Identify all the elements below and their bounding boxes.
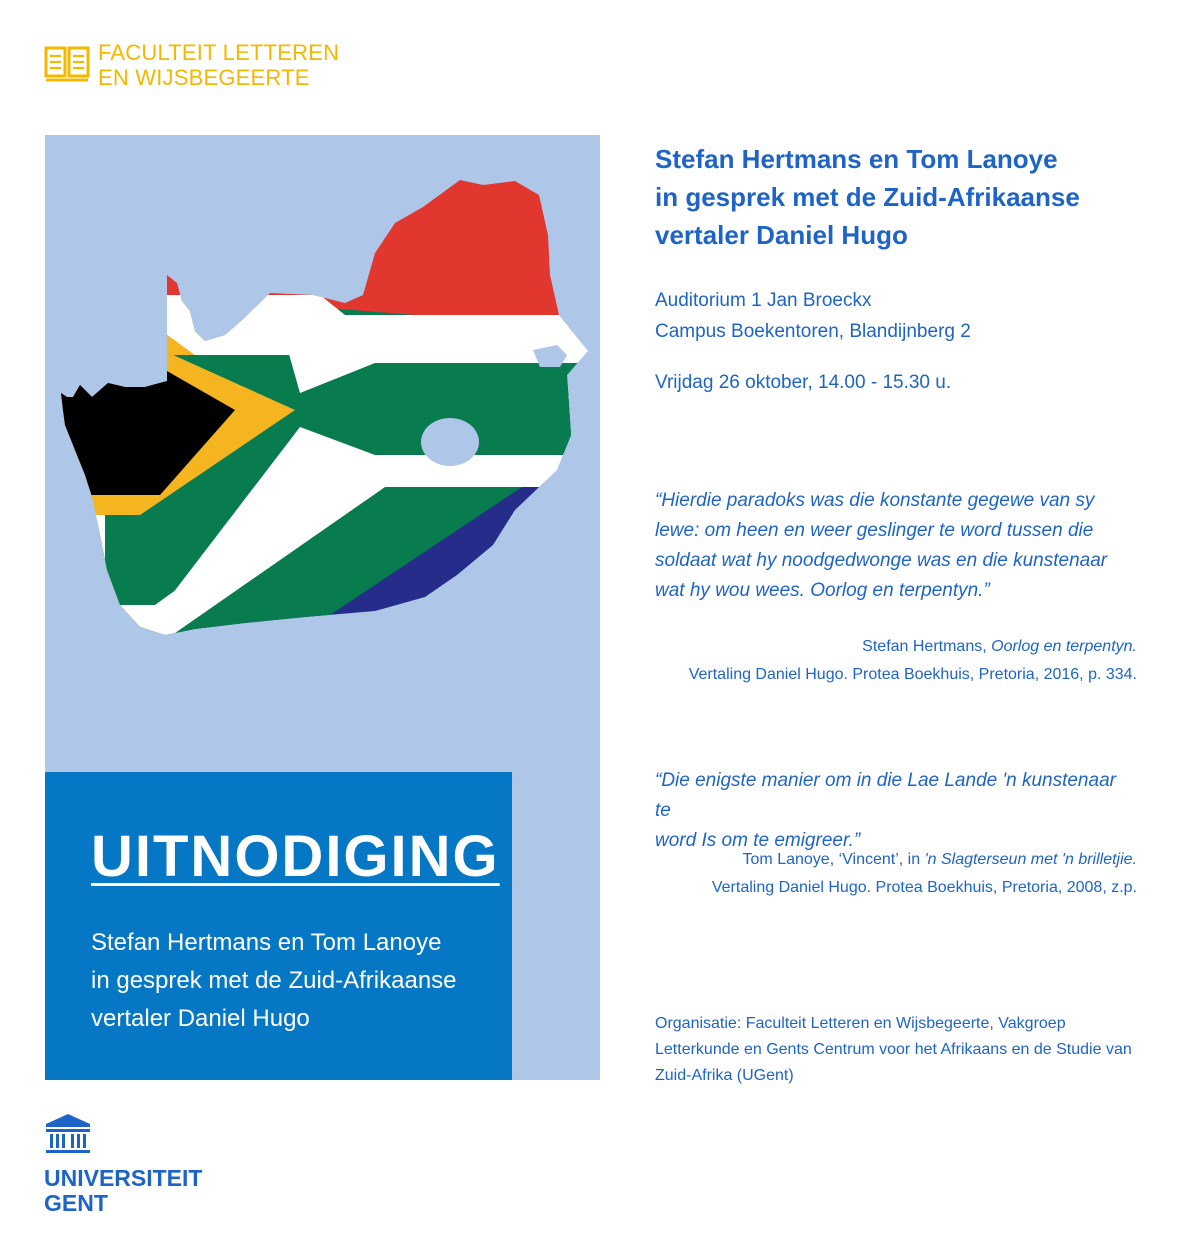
citation-hertmans bbox=[689, 633, 1137, 689]
invitation-subtitle-line: vertaler Daniel Hugo bbox=[91, 1005, 310, 1032]
invitation-title: UITNODIGING bbox=[91, 824, 500, 889]
university-logo bbox=[44, 1112, 202, 1216]
quote-line: soldaat wat hy noodgedwonge was en die kunstenaar bbox=[655, 550, 1108, 571]
organisation-line: Organisatie: Faculteit Letteren en Wijsbegeerte, Vakgroep bbox=[655, 1015, 1066, 1032]
invitation-subtitle-line: in gesprek met de Zuid-Afrikaanse bbox=[91, 967, 457, 994]
faculty-logo bbox=[44, 40, 339, 90]
event-location-line: Auditorium 1 Jan Broeckx bbox=[655, 290, 872, 311]
organisation-note bbox=[655, 1011, 1135, 1089]
faculty-name-line2: EN WIJSBEGEERTE bbox=[98, 65, 310, 90]
open-book-icon bbox=[44, 44, 90, 84]
event-heading-line: Stefan Hertmans en Tom Lanoye bbox=[655, 144, 1058, 174]
quote-line: lewe: om heen en weer geslinger te word tussen die bbox=[655, 520, 1094, 541]
ugent-building-icon bbox=[44, 1112, 92, 1156]
citation-author: Tom Lanoye, ‘Vincent’, in bbox=[742, 851, 925, 868]
event-date: Vrijdag 26 oktober, 14.00 - 15.30 u. bbox=[655, 372, 952, 393]
invitation-subtitle-line: Stefan Hertmans en Tom Lanoye bbox=[91, 929, 442, 956]
university-name bbox=[44, 1166, 202, 1216]
citation-lanoye bbox=[712, 846, 1137, 902]
quote-line: “Hierdie paradoks was die konstante gegewe van sy bbox=[655, 490, 1095, 511]
organisation-line: Zuid-Afrika (UGent) bbox=[655, 1067, 794, 1084]
event-location-line: Campus Boekentoren, Blandijnberg 2 bbox=[655, 321, 971, 342]
citation-title: 'n Slagterseun met 'n brilletjie. bbox=[924, 851, 1137, 868]
citation-line: Vertaling Daniel Hugo. Protea Boekhuis, Pretoria, 2016, p. 334. bbox=[688, 666, 1137, 683]
event-heading-line: in gesprek met de Zuid-Afrikaanse bbox=[655, 182, 1080, 212]
event-heading-line: vertaler Daniel Hugo bbox=[655, 220, 908, 250]
invitation-box bbox=[45, 772, 512, 1080]
invitation-subtitle bbox=[91, 924, 501, 1038]
quote-line: wat hy wou wees. Oorlog en terpentyn.” bbox=[655, 580, 990, 601]
citation-line: Vertaling Daniel Hugo. Protea Boekhuis, Pretoria, 2008, z.p. bbox=[711, 879, 1137, 896]
lesotho-hole bbox=[421, 418, 479, 466]
citation-line bbox=[689, 633, 1137, 661]
quote-lanoye bbox=[655, 766, 1125, 856]
citation-line bbox=[712, 846, 1137, 874]
quote-line: word Is om te emigreer.” bbox=[655, 830, 861, 851]
event-location bbox=[655, 285, 971, 347]
event-heading bbox=[655, 140, 1080, 254]
faculty-name-line1: FACULTEIT LETTEREN bbox=[98, 40, 340, 65]
citation-author: Stefan Hertmans, bbox=[862, 638, 992, 655]
quote-hertmans bbox=[655, 486, 1135, 606]
citation-title: Oorlog en terpentyn. bbox=[991, 638, 1137, 655]
university-name-line1: UNIVERSITEIT bbox=[44, 1165, 203, 1191]
quote-line: “Die enigste manier om in die Lae Lande 'n kunstenaar te bbox=[655, 770, 1116, 821]
flag-stripes bbox=[45, 135, 600, 655]
organisation-line: Letterkunde en Gents Centrum voor het Afrikaans en de Studie van bbox=[655, 1041, 1132, 1058]
university-name-line2: GENT bbox=[44, 1190, 108, 1216]
faculty-name bbox=[98, 40, 339, 90]
